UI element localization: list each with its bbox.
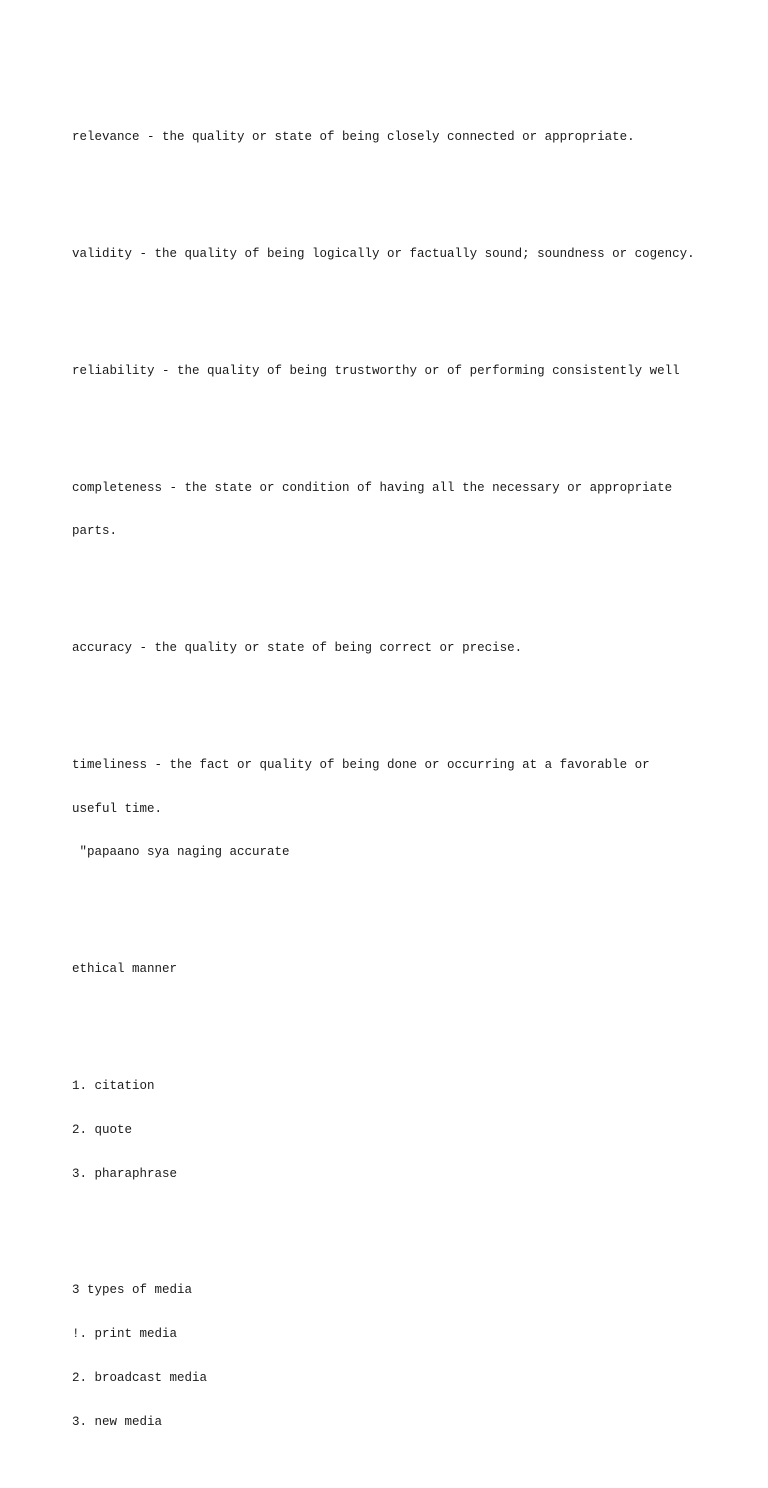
paragraph-ethical-manner xyxy=(72,933,712,1006)
paragraph-accuracy xyxy=(72,612,712,685)
list-item: 2. broadcast media xyxy=(72,1370,208,1385)
list-item: !. print media xyxy=(72,1327,178,1342)
list-item: 3. new media xyxy=(72,1414,163,1429)
paragraph-timeliness xyxy=(72,729,712,890)
document-page xyxy=(72,72,712,1488)
list-ethical-methods xyxy=(72,1050,712,1211)
list-heading: 3 types of media xyxy=(72,1283,193,1298)
text-line: reliability - the quality of being trustworthy or of performing consistently well xyxy=(72,363,680,378)
paragraph-relevance xyxy=(72,101,712,174)
text-line: "papaano sya naging accurate xyxy=(72,845,290,860)
paragraph-reliability xyxy=(72,335,712,408)
list-item: 1. citation xyxy=(72,1078,155,1093)
text-line: completeness - the state or condition of having all the necessary or appropriate xyxy=(72,480,673,495)
text-line: parts. xyxy=(72,524,118,539)
text-line: useful time. xyxy=(72,801,163,816)
list-item: 2. quote xyxy=(72,1122,133,1137)
text-line: timeliness - the fact or quality of being done or occurring at a favorable or xyxy=(72,757,650,772)
paragraph-completeness xyxy=(72,451,712,568)
list-media-types xyxy=(72,1254,712,1458)
list-item: 3. pharaphrase xyxy=(72,1166,178,1181)
text-line: validity - the quality of being logically or factually sound; soundness or cogency. xyxy=(72,247,695,262)
paragraph-validity xyxy=(72,218,712,291)
text-line: accuracy - the quality or state of being correct or precise. xyxy=(72,641,523,656)
text-line: ethical manner xyxy=(72,962,178,977)
text-line: relevance - the quality or state of being closely connected or appropriate. xyxy=(72,130,635,145)
